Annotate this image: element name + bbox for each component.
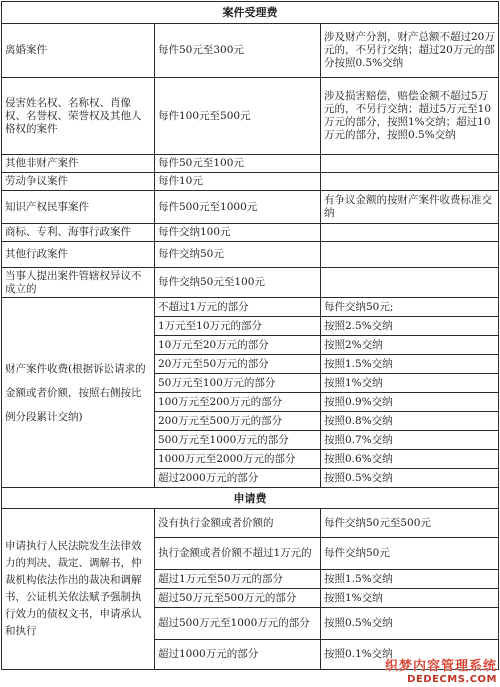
tier-rate-cell: 按照0.5%交纳 [321, 608, 499, 640]
table-row [2, 224, 499, 242]
application-fees-header-row [2, 488, 499, 509]
fee-note-cell [321, 173, 499, 191]
fee-note-cell [321, 224, 499, 242]
fee-note-cell [321, 242, 499, 268]
tier-rate-cell: 按照0.1%交纳 [321, 640, 499, 670]
fee-note-cell: 有争议金额的按财产案件收费标准交纳 [321, 191, 499, 224]
case-fees-header: 案件受理费 [2, 2, 499, 24]
table-row [2, 242, 499, 268]
table-row [2, 268, 499, 298]
case-type-cell: 其他行政案件 [2, 242, 155, 268]
fee-note-cell: 涉及损害赔偿，赔偿金额不超过5万元的，不另行交纳；超过5万元至10万元的部分，按照1%交纳；超过10万元的部分，按照0.5%交纳 [321, 78, 499, 155]
application-fees-header: 申请费 [2, 488, 499, 509]
tier-range-cell: 没有执行金额或者价额的 [155, 509, 321, 538]
tier-range-cell: 超过2000万元的部分 [155, 469, 321, 488]
tier-rate-cell: 按照1.5%交纳 [321, 355, 499, 374]
tier-rate-cell: 按照2.5%交纳 [321, 317, 499, 336]
table-row [2, 155, 499, 173]
table-row [2, 78, 499, 155]
tier-range-cell: 超过500万元至1000万元的部分 [155, 608, 321, 640]
case-type-cell: 离婚案件 [2, 24, 155, 78]
tier-range-cell: 1000万元至2000万元的部分 [155, 450, 321, 469]
tier-range-cell: 100万元至200万元的部分 [155, 393, 321, 412]
tier-rate-cell: 按照1.5%交纳 [321, 570, 499, 589]
fee-amount-cell: 每件交纳50元 [155, 242, 321, 268]
tier-rate-cell: 按照1%交纳 [321, 589, 499, 608]
fee-amount-cell: 每件交纳100元 [155, 224, 321, 242]
table-row [2, 191, 499, 224]
tier-range-cell: 不超过1万元的部分 [155, 298, 321, 317]
fee-amount-cell: 每件100元至500元 [155, 78, 321, 155]
case-type-cell: 知识产权民事案件 [2, 191, 155, 224]
tier-rate-cell: 按照0.5%交纳 [321, 469, 499, 488]
case-type-cell: 其他非财产案件 [2, 155, 155, 173]
fee-amount-cell: 每件500元至1000元 [155, 191, 321, 224]
watermark-domain: DEDECMS.COM [407, 674, 497, 685]
fee-note-cell: 涉及财产分割，财产总额不超过20万元的，不另行交纳；超过20万元的部分按照0.5%交纳 [321, 24, 499, 78]
table-row [2, 173, 499, 191]
fee-schedule [1, 1, 498, 686]
tier-range-cell: 20万元至50万元的部分 [155, 355, 321, 374]
case-type-cell: 当事人提出案件管辖权异议不成立的 [2, 268, 155, 298]
tier-range-cell: 10万元至20万元的部分 [155, 336, 321, 355]
application-tier-row [2, 509, 499, 538]
table-row [2, 24, 499, 78]
fee-note-cell [321, 268, 499, 298]
tier-range-cell: 超过50万元至500万元的部分 [155, 589, 321, 608]
tier-rate-cell: 按照0.8%交纳 [321, 412, 499, 431]
property-case-label: 财产案件收费(根据诉讼请求的金额或者价额，按照右侧按比例分段累计交纳) [2, 298, 155, 488]
tier-range-cell: 超过1000万元的部分 [155, 640, 321, 670]
tier-rate-cell: 每件交纳50元 [321, 538, 499, 570]
case-type-cell: 劳动争议案件 [2, 173, 155, 191]
tier-range-cell: 执行金额或者价额不超过1万元的 [155, 538, 321, 570]
tier-range-cell: 200万元至500万元的部分 [155, 412, 321, 431]
tier-range-cell: 超过1万元至50万元的部分 [155, 570, 321, 589]
tier-rate-cell: 每件交纳50元; [321, 298, 499, 317]
case-fees-header-row [2, 2, 499, 24]
tier-rate-cell: 按照2%交纳 [321, 336, 499, 355]
fee-amount-cell: 每件交纳50元至100元 [155, 268, 321, 298]
tier-rate-cell: 按照1%交纳 [321, 374, 499, 393]
watermark-title: 织梦内容管理系统 [384, 659, 497, 674]
watermark [385, 655, 497, 685]
application-fee-label: 申请执行人民法院发生法律效力的判决、裁定、调解书，仲裁机构依法作出的裁决和调解书，公证机关依法赋予强制执行效力的债权文书，申请承认和执行 [2, 509, 155, 670]
tier-rate-cell: 按照0.9%交纳 [321, 393, 499, 412]
property-tier-row [2, 298, 499, 317]
case-type-cell: 商标、专利、海事行政案件 [2, 224, 155, 242]
fee-amount-cell: 每件10元 [155, 173, 321, 191]
tier-rate-cell: 每件交纳50元至500元 [321, 509, 499, 538]
tier-rate-cell: 按照0.6%交纳 [321, 450, 499, 469]
fee-note-cell [321, 155, 499, 173]
tier-range-cell: 50万元至100万元的部分 [155, 374, 321, 393]
fee-amount-cell: 每件50元至100元 [155, 155, 321, 173]
case-type-cell: 侵害姓名权、名称权、肖像权、名誉权、荣誉权及其他人格权的案件 [2, 78, 155, 155]
tier-range-cell: 1万元至10万元的部分 [155, 317, 321, 336]
fee-table [1, 1, 499, 670]
fee-amount-cell: 每件50元至300元 [155, 24, 321, 78]
tier-rate-cell: 按照0.7%交纳 [321, 431, 499, 450]
tier-range-cell: 500万元至1000万元的部分 [155, 431, 321, 450]
